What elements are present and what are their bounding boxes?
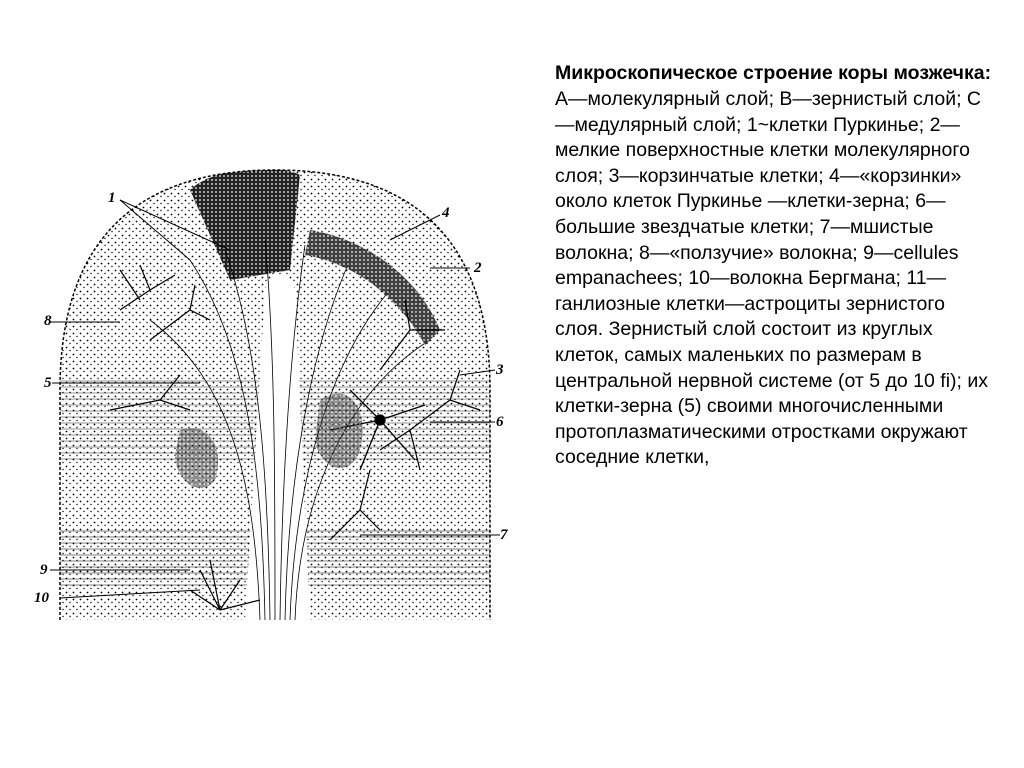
figure-label-8: 8 (44, 313, 52, 329)
figure-label-5: 5 (44, 375, 52, 391)
granule-cluster-right (315, 394, 363, 468)
slide-title: Микроскопическое строение коры мозжечка: (555, 62, 992, 84)
figure-label-4: 4 (442, 205, 450, 221)
cortex-section (30, 150, 530, 630)
figure-label-3: 3 (496, 362, 504, 378)
figure-label-7: 7 (500, 527, 508, 543)
cerebellum-drawing (30, 150, 530, 630)
cerebellum-cortex-illustration (30, 150, 530, 630)
figure-label-1: 1 (108, 190, 116, 206)
figure-label-9: 9 (40, 562, 48, 578)
figure-label-10: 10 (34, 590, 49, 606)
figure-label-2: 2 (474, 260, 482, 276)
figure-label-6: 6 (496, 414, 504, 430)
slide-body: А—молекулярный слой; В—зернистый слой; С—медулярный слой; 1~клетки Пуркинье; 2—мелкие поверхностные клетки молекулярного слоя; 3—корзинчатые клетки; 4—«корзинки» около клеток Пуркинье —клетки-зерна; 6—большие звездчатые клетки; 7—мшистые волокна; 8—«ползучие» волокна; 9—cellules empanachees; 10—волокна Бергмана; 11—ганлиозные клетки—астроциты зернистого слоя. Зернистый слой состоит из круглых клеток, самых маленьких по размерам в центральной нервной системе (от 5 до 10 fi); их клетки-зерна (5) своими многочисленными протоплазматическими отростками окружают соседние клетки, (555, 88, 988, 469)
description-block (555, 60, 995, 471)
